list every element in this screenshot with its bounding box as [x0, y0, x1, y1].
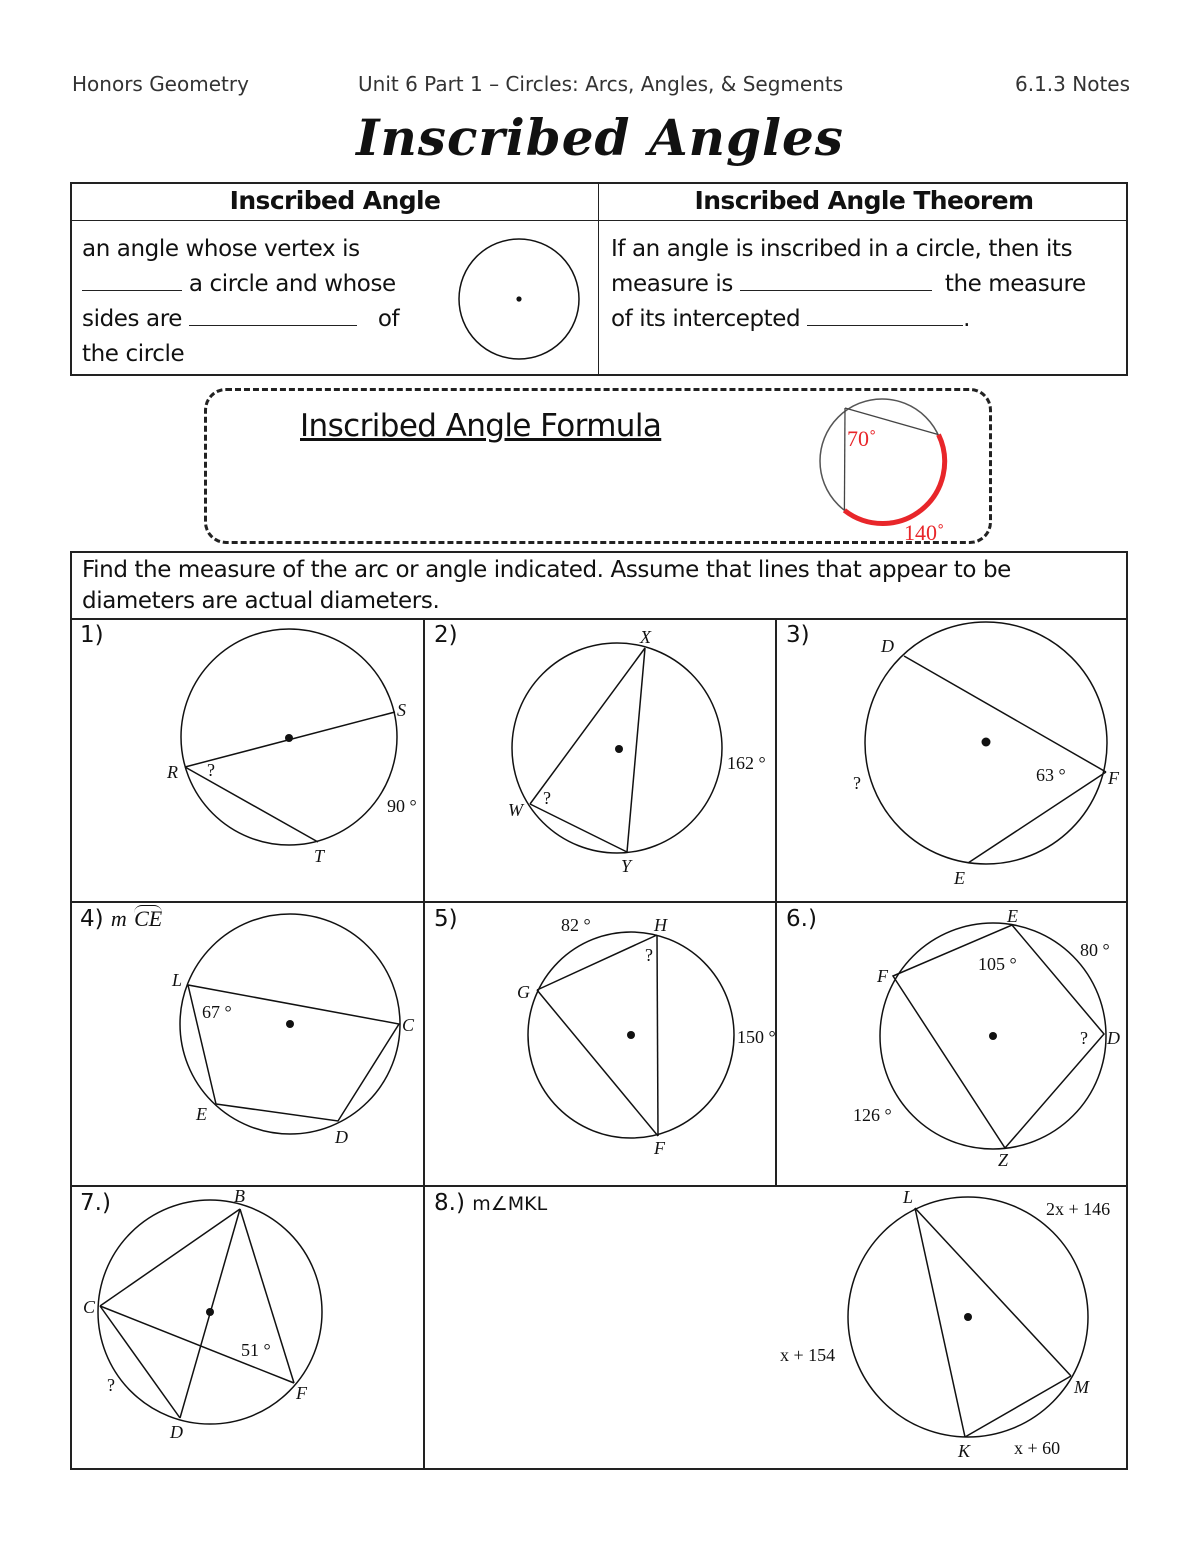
p6-label-arc2: 126 ° — [853, 1105, 892, 1125]
p4-label-l: L — [172, 970, 183, 990]
p7-label-c: C — [83, 1297, 96, 1317]
p1-label-s: S — [397, 700, 406, 720]
p5-chord-gf — [537, 990, 658, 1136]
definition-heading: Inscribed Angle — [229, 186, 441, 215]
p1-label-r: R — [167, 762, 178, 782]
p6-label-e: E — [1007, 906, 1018, 926]
p7-label-angle: 51 ° — [241, 1340, 271, 1360]
p4-label-angle: 67 ° — [202, 1002, 232, 1022]
p7-label-d: D — [170, 1422, 183, 1442]
p8-center — [964, 1313, 972, 1321]
p8-chord-lk — [915, 1208, 965, 1437]
p5-label-unknown: ? — [645, 945, 653, 965]
p5-label-f: F — [654, 1138, 665, 1158]
p3-label-f: F — [1108, 768, 1119, 788]
p4-label-c: C — [402, 1015, 415, 1035]
notes-id: 6.1.3 Notes — [1015, 72, 1131, 96]
problem-1-number: 1) — [80, 622, 104, 648]
p5-label-arc1: 82 ° — [561, 915, 591, 935]
p2-chord-xw — [530, 648, 645, 804]
problem-4-number: 4) m CE — [80, 906, 163, 932]
p8-label-arc2: x + 154 — [780, 1345, 836, 1365]
p2-label-arc: 162 ° — [727, 753, 766, 773]
p5-label-g: G — [517, 982, 530, 1002]
p5-diameter-hf — [657, 935, 658, 1136]
p4-label-d: D — [335, 1127, 348, 1147]
p8-chord-lm — [915, 1208, 1071, 1376]
problem-2-number: 2) — [434, 622, 458, 648]
formula-heading: Inscribed Angle Formula — [300, 408, 662, 444]
p7-label-f: F — [296, 1383, 307, 1403]
p3-chord-ef — [968, 772, 1106, 863]
p8-label-l: L — [903, 1187, 914, 1207]
p8-chord-km — [965, 1376, 1071, 1437]
page-title: Inscribed Angles — [356, 108, 844, 167]
p6-label-unknown: ? — [1080, 1028, 1088, 1048]
p6-center — [989, 1032, 997, 1040]
p7-chord-cb — [100, 1209, 240, 1306]
p2-chord-xy — [627, 648, 645, 852]
p6-label-arc1: 80 ° — [1080, 940, 1110, 960]
p5-label-h: H — [654, 915, 667, 935]
p2-label-x: X — [640, 627, 651, 647]
p7-center — [206, 1308, 214, 1316]
p4-center — [286, 1020, 294, 1028]
p1-center — [285, 734, 293, 742]
p5-label-arc2: 150 ° — [737, 1027, 776, 1047]
p8-label-arc3: x + 60 — [1014, 1438, 1061, 1458]
unit-title: Unit 6 Part 1 – Circles: Arcs, Angles, & Segments — [358, 72, 844, 96]
p1-label-arc: 90 ° — [387, 796, 417, 816]
p6-label-d: D — [1107, 1028, 1120, 1048]
p3-label-e: E — [954, 868, 965, 888]
p3-label-d: D — [881, 636, 894, 656]
p6-label-f: F — [877, 966, 888, 986]
theorem-text: If an angle is inscribed in a circle, then its measure is the measure of its intercepted . — [611, 236, 1086, 332]
p1-label-t: T — [314, 846, 325, 866]
p4-label-e: E — [196, 1104, 207, 1124]
p8-label-k: K — [958, 1441, 971, 1461]
p8-label-arc1: 2x + 146 — [1046, 1199, 1111, 1219]
problem-8-number: 8.) m∠MKL — [434, 1190, 548, 1216]
p2-label-unknown: ? — [543, 788, 551, 808]
p1-label-unknown: ? — [207, 760, 215, 780]
angle-label: 70˚ — [847, 426, 877, 451]
p2-label-w: W — [508, 800, 523, 820]
p6-label-z: Z — [998, 1150, 1009, 1170]
p8-label-m: M — [1074, 1377, 1089, 1397]
course-name: Honors Geometry — [72, 72, 249, 96]
p7-label-b: B — [234, 1186, 245, 1206]
problem-7-number: 7.) — [80, 1190, 111, 1216]
arc-ce-notation: CE — [134, 906, 163, 931]
definition-text: an angle whose vertex is a circle and whose sides are of the circle — [82, 236, 400, 367]
p6-label-angle: 105 ° — [978, 954, 1017, 974]
theorem-heading: Inscribed Angle Theorem — [694, 186, 1034, 215]
p5-chord-gh — [537, 935, 657, 990]
problem-5-number: 5) — [434, 906, 458, 932]
arc-label: 140˚ — [904, 520, 945, 545]
p2-label-y: Y — [621, 856, 632, 876]
p7-label-unknown: ? — [107, 1375, 115, 1395]
p7-chord-cd — [100, 1306, 180, 1418]
p3-label-angle: 63 ° — [1036, 765, 1066, 785]
instructions-text: Find the measure of the arc or angle indicated. Assume that lines that appear to be diameters are actual diameters. — [82, 557, 1011, 614]
p5-center — [627, 1031, 635, 1039]
p2-center — [615, 745, 623, 753]
p3-label-unknown: ? — [853, 773, 861, 793]
problem-6-number: 6.) — [786, 906, 817, 932]
p3-chord-df — [904, 656, 1106, 772]
p2-chord-wy — [530, 804, 627, 852]
p3-center — [982, 738, 991, 747]
problem-3-number: 3) — [786, 622, 810, 648]
